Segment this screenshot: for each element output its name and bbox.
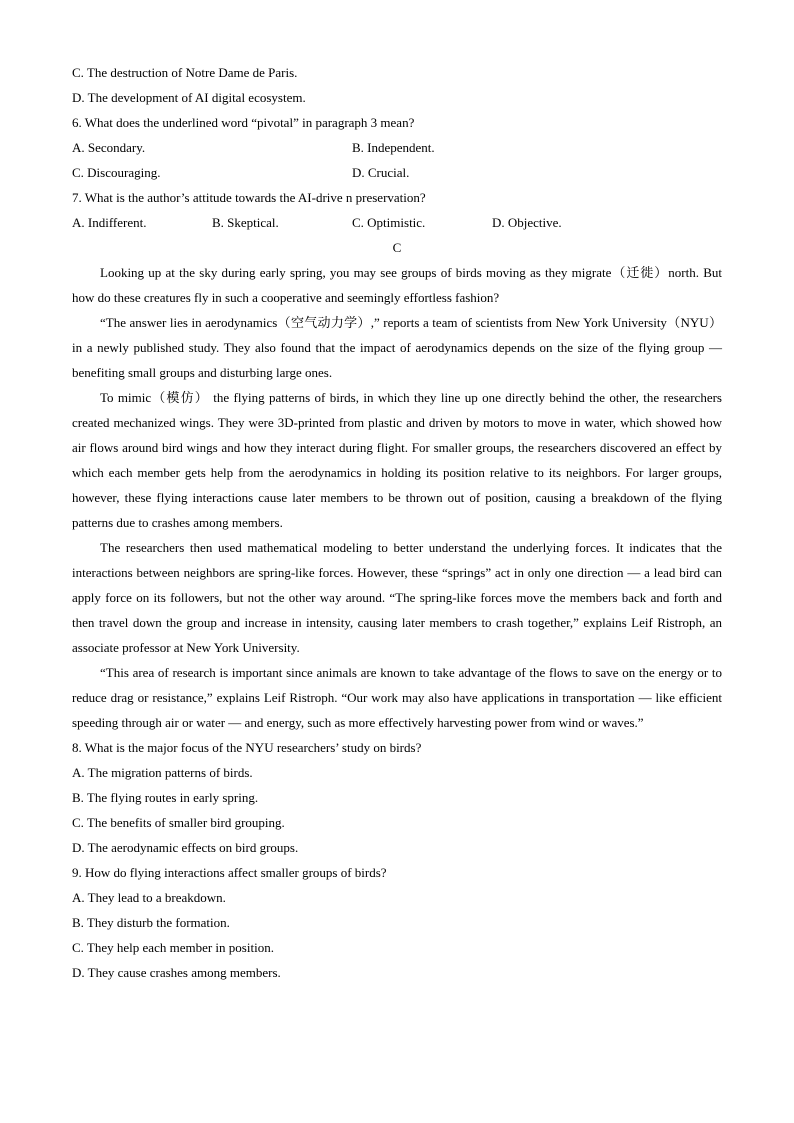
exam-page bbox=[72, 60, 722, 985]
q7-option-b: B. Skeptical. bbox=[212, 215, 279, 230]
q9-option-d: D. They cause crashes among members. bbox=[72, 965, 281, 980]
q8-option-b: B. The flying routes in early spring. bbox=[72, 790, 259, 805]
q7-option-d: D. Objective. bbox=[492, 215, 562, 230]
passage-paragraph-3: To mimic（模仿） the flying patterns of birds, in which they line up one directly behind the other, the researchers created mechanized wings. They were 3D-printed from plastic and driven by motors to move in water, which showed how air flows around bird wings and how they interact during flight. For smaller groups, the researchers discovered an effect by which each member gets help from the aerodynamics in holding its position relative to its neighbors. For larger groups, however, these flying interactions cause later members to be thrown out of position, causing a breakdown of the flying patterns due to crashes among members. bbox=[72, 390, 722, 530]
q5-option-d: D. The development of AI digital ecosystem. bbox=[72, 90, 306, 105]
passage-paragraph-4: The researchers then used mathematical modeling to better understand the underlying forces. It indicates that the interactions between neighbors are spring-like forces. However, these “springs” act in only one direction — a lead bird can apply force on its followers, but not the other way around. “The spring-like forces move the members back and forth and then travel down the group and increase in intensity, causing later members to crash together,” explains Leif Ristroph, an associate professor at New York University. bbox=[72, 540, 722, 655]
q6-option-c: C. Discouraging. bbox=[72, 165, 161, 180]
q6-option-a: A. Secondary. bbox=[72, 140, 146, 155]
q8-stem: 8. What is the major focus of the NYU researchers’ study on birds? bbox=[72, 740, 422, 755]
q9-option-c: C. They help each member in position. bbox=[72, 940, 274, 955]
q8-option-c: C. The benefits of smaller bird grouping. bbox=[72, 815, 285, 830]
passage-paragraph-5: “This area of research is important since animals are known to take advantage of the flows to save on the energy or to reduce drag or resistance,” explains Leif Ristroph. “Our work may also have applications in transportation — like efficient speeding through air or water — and energy, such as more effectively harvesting power from wind or waves.” bbox=[72, 665, 722, 730]
q6-options-row-1 bbox=[72, 135, 722, 160]
q6-stem: 6. What does the underlined word “pivotal” in paragraph 3 mean? bbox=[72, 115, 415, 130]
passage-paragraph-1: Looking up at the sky during early spring, you may see groups of birds moving as they migrate（迁徙）north. But how do these creatures fly in such a cooperative and seemingly effortless fashion? bbox=[72, 265, 722, 305]
q7-options-row bbox=[72, 210, 722, 235]
q6-options-row-2 bbox=[72, 160, 722, 185]
q6-option-d: D. Crucial. bbox=[352, 165, 410, 180]
q8-option-a: A. The migration patterns of birds. bbox=[72, 765, 253, 780]
q7-option-c: C. Optimistic. bbox=[352, 215, 426, 230]
q7-option-a: A. Indifferent. bbox=[72, 215, 147, 230]
q9-option-a: A. They lead to a breakdown. bbox=[72, 890, 226, 905]
passage-paragraph-2: “The answer lies in aerodynamics（空气动力学）,” reports a team of scientists from New York University（NYU） in a newly published study. They also found that the impact of aerodynamics depends on the size of the flying group — benefiting small groups and disturbing large ones. bbox=[72, 315, 722, 380]
passage-section-label: C bbox=[392, 240, 402, 255]
q9-option-b: B. They disturb the formation. bbox=[72, 915, 230, 930]
q7-stem: 7. What is the author’s attitude towards the AI-drive n preservation? bbox=[72, 190, 426, 205]
q6-option-b: B. Independent. bbox=[352, 140, 435, 155]
q8-option-d: D. The aerodynamic effects on bird groups. bbox=[72, 840, 299, 855]
q5-option-c: C. The destruction of Notre Dame de Paris. bbox=[72, 65, 298, 80]
q9-stem: 9. How do flying interactions affect smaller groups of birds? bbox=[72, 865, 387, 880]
